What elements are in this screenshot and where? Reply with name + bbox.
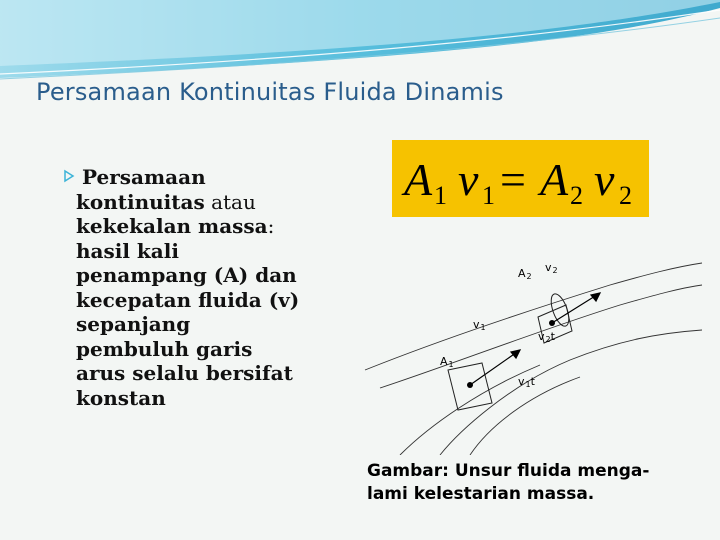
bullet-line: kekekalan massa bbox=[76, 214, 268, 238]
bullet-item bbox=[62, 165, 362, 410]
caption-line: Gambar: Unsur fluida menga- bbox=[367, 461, 650, 481]
bullet-line: pembuluh garis bbox=[76, 336, 253, 361]
svg-text:A: A bbox=[540, 154, 569, 205]
equation-box bbox=[392, 140, 649, 217]
point-2-icon bbox=[549, 320, 555, 326]
label-a2: A2 bbox=[518, 267, 532, 281]
continuity-equation bbox=[392, 140, 649, 217]
slide-title: Persamaan Kontinuitas Fluida Dinamis bbox=[36, 78, 504, 106]
bullet-line: Persamaan bbox=[82, 165, 206, 189]
bullet-line: hasil kali bbox=[76, 238, 179, 263]
point-1-icon bbox=[467, 382, 473, 388]
label-v1: v1 bbox=[473, 318, 486, 332]
bullet-text bbox=[76, 165, 362, 410]
caption-line: lami kelestarian massa. bbox=[367, 484, 595, 504]
svg-text:2: 2 bbox=[570, 181, 583, 210]
label-v1t: v1t bbox=[518, 375, 535, 389]
bullet-line: arus selalu bersifat bbox=[76, 361, 293, 385]
svg-text:1: 1 bbox=[482, 181, 495, 210]
svg-text:1: 1 bbox=[434, 181, 447, 210]
bullet-line: kecepatan fluida (v) bbox=[76, 287, 300, 312]
svg-text:A: A bbox=[404, 154, 433, 205]
label-v2t: v2t bbox=[538, 330, 555, 344]
svg-text:v: v bbox=[458, 154, 479, 205]
bullet-line: sepanjang bbox=[76, 312, 191, 336]
header-banner bbox=[0, 0, 720, 80]
bullet-line: kontinuitas bbox=[76, 189, 205, 214]
svg-text:v: v bbox=[594, 154, 615, 205]
bullet-line: penampang (A) dan bbox=[76, 263, 297, 287]
flow-tube-diagram bbox=[360, 255, 705, 455]
svg-text:2: 2 bbox=[619, 181, 632, 210]
bullet-line-rest: : bbox=[267, 214, 275, 238]
bullet-icon bbox=[62, 169, 76, 183]
label-a1: A1 bbox=[440, 355, 454, 369]
label-v2: v2 bbox=[545, 261, 558, 275]
bullet-line: konstan bbox=[76, 385, 166, 410]
bullet-line-rest: atau bbox=[204, 189, 256, 214]
svg-text:=: = bbox=[500, 154, 526, 205]
figure-caption bbox=[367, 460, 697, 506]
